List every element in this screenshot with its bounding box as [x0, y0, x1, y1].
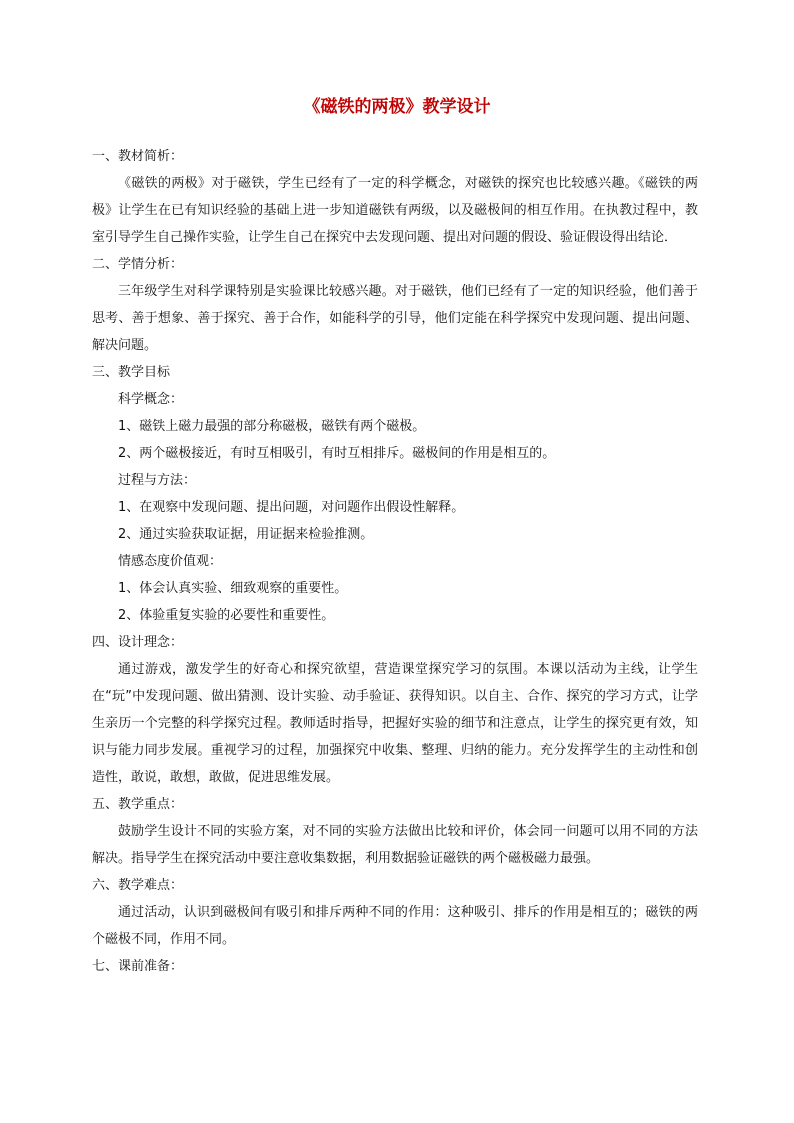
subheading-process-methods: 过程与方法：	[118, 473, 197, 488]
section-4-paragraph: 通过游戏，激发学生的好奇心和探究欲望，营造课堂探究学习的氛围。本课以活动为主线，让学生在“玩”中发现问题、做出猜测、设计实验、动手验证、获得知识。以自主、合作、探究的学习方式，让学生亲历一个完整的科学探究过程。教师适时指导，把握好实验的细节和注意点，让学生的探究更有效，知识与能力同步发展。重视学习的过程，加强探究中收集、整理、归纳的能力。充分发挥学生的主动性和创造性，敢说，敢想，敢做，促进思维发展。	[92, 662, 698, 785]
section-heading-6: 六、教学难点：	[92, 878, 184, 893]
section-1-paragraph: 《磁铁的两极》对于磁铁，学生已经有了一定的科学概念，对磁铁的探究也比较感兴趣。《磁铁的两极》让学生在已有知识经验的基础上进一步知道磁铁有两级，以及磁极间的相互作用。在执教过程中，教室引导学生自己操作实验，让学生自己在探究中去发现问题、提出对问题的假设、验证假设得出结论．	[92, 176, 698, 245]
section-heading-3: 三、教学目标	[92, 365, 171, 380]
section-5-paragraph: 鼓励学生设计不同的实验方案，对不同的实验方法做出比较和评价，体会同一问题可以用不同的方法解决。指导学生在探究活动中要注意收集数据，利用数据验证磁铁的两个磁极磁力最强。	[92, 824, 698, 866]
list-item: 1、体会认真实验、细致观察的重要性。	[118, 581, 348, 596]
list-item: 1、在观察中发现问题、提出问题，对问题作出假设性解释。	[118, 500, 465, 515]
document-body	[92, 143, 698, 980]
list-item: 2、两个磁极接近，有时互相吸引，有时互相排斥。磁极间的作用是相互的。	[118, 446, 556, 461]
section-heading-7: 七、课前准备：	[92, 959, 184, 974]
section-2-paragraph: 三年级学生对科学课特别是实验课比较感兴趣。对于磁铁，他们已经有了一定的知识经验，他们善于思考、善于想象、善于探究、善于合作，如能科学的引导，他们定能在科学探究中发现问题、提出问题、解决问题。	[92, 284, 698, 353]
section-heading-2: 二、学情分析：	[92, 257, 184, 272]
list-item: 1、磁铁上磁力最强的部分称磁极，磁铁有两个磁极。	[118, 419, 426, 434]
list-item: 2、通过实验获取证据，用证据来检验推测。	[118, 527, 374, 542]
section-heading-1: 一、教材简析：	[92, 149, 184, 164]
subheading-science-concepts: 科学概念：	[118, 392, 184, 407]
document-title: 《磁铁的两极》教学设计	[303, 97, 491, 117]
section-heading-4: 四、设计理念：	[92, 635, 184, 650]
list-item: 2、体验重复实验的必要性和重要性。	[118, 608, 335, 623]
section-6-paragraph: 通过活动，认识到磁极间有吸引和排斥两种不同的作用：这种吸引、排斥的作用是相互的；磁铁的两个磁极不同，作用不同。	[92, 905, 698, 947]
subheading-attitudes-values: 情感态度价值观：	[118, 554, 223, 569]
section-heading-5: 五、教学重点：	[92, 797, 184, 812]
